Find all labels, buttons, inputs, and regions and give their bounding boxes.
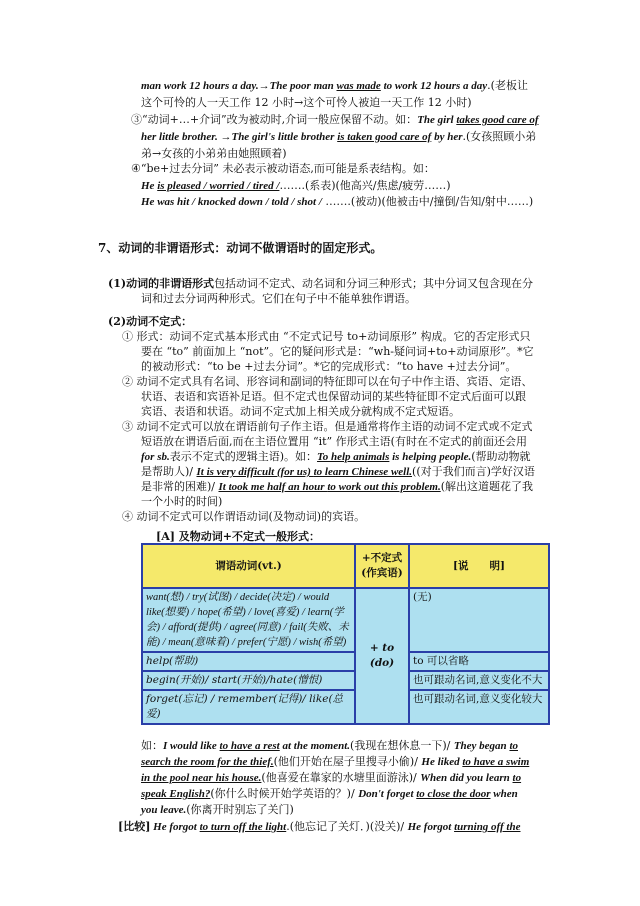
text: The girl <box>417 114 457 126</box>
para-heading: (1)动词的非谓语形式 <box>108 277 215 290</box>
circled-number: ③ <box>122 420 133 433</box>
header-cell-infinitive: +不定式(作宾语) <box>355 544 409 588</box>
text: 包括动词不定式、动名词和分词三种形式；其中分词又包含现在分 <box>214 277 534 290</box>
item-1-line-1 <box>122 330 531 344</box>
text: (解出这道题花了我 <box>440 480 533 493</box>
text: 动词不定式可以放在谓语前句子作主语。但是通常将作主语的动词不定式或不定式 <box>136 420 533 433</box>
text: “动词+…+介词”改为被动时,介词一般应保留不动。如： <box>142 113 418 126</box>
text: for sb. <box>141 451 170 463</box>
text: .(女孩照顾小弟 <box>462 130 537 143</box>
underlined-text: turning off the <box>454 821 521 833</box>
text: ……. <box>279 179 305 192</box>
text: 动词不定式具有名词、形容词和副词的特征即可以在句子中作主语、宾语、定语、 <box>136 375 533 388</box>
item-3-line-6: 一个小时的时间) <box>141 495 223 508</box>
underlined-text: is taken good care of <box>337 131 432 143</box>
example-line-4 <box>141 787 518 801</box>
text: →The poor man <box>258 80 337 92</box>
underlined-text: to work out this problem. <box>327 481 441 493</box>
circled-number: ① <box>122 330 133 343</box>
underlined-text: It is very difficult (for us) <box>196 466 314 478</box>
underlined-text: to <box>512 772 522 784</box>
text: 是帮助人)/ <box>141 465 197 478</box>
note-cell: to 可以省略 <box>409 652 549 671</box>
item-3-line-5 <box>141 480 533 494</box>
table-row <box>142 690 549 724</box>
text: →The girl's little brother <box>220 131 338 143</box>
text: you leave. <box>141 804 187 816</box>
text: He forgot <box>407 821 455 833</box>
verb-cell: help(帮助) <box>142 652 355 671</box>
table-row <box>142 588 549 652</box>
underlined-text: is pleased / worried / tired / <box>157 180 280 192</box>
underlined-text: speak English? <box>141 788 211 800</box>
rule-4-line-1 <box>131 162 435 176</box>
text: to work 12 hours a day <box>380 80 488 92</box>
text: I would like <box>163 740 220 752</box>
verb-cell: begin(开始)/ start(开始)/hate(憎恨) <box>142 671 355 690</box>
text: (你离开时别忘了关门) <box>186 803 294 816</box>
text: 表示不定式的逻辑主语)。如： <box>169 450 318 463</box>
underlined-text: It took me half an hour <box>218 481 328 493</box>
text: (帮助动物就 <box>471 450 531 463</box>
verb-infinitive-table <box>141 543 550 725</box>
underlined-text: in the pool near his house. <box>141 772 262 784</box>
example-line-2 <box>141 755 529 769</box>
example-line-5 <box>141 803 294 817</box>
example-line-1 <box>141 739 518 753</box>
text: ((对于我们而言)学好汉语 <box>412 465 535 478</box>
para-1-line-1 <box>108 277 533 291</box>
infinitive-cell: + to (do) <box>355 588 409 724</box>
underlined-text: to have a swim <box>462 756 530 768</box>
underlined-text: takes good care of <box>456 114 539 126</box>
text: (他们开始在屋子里搜寻小偷)/ <box>273 755 422 768</box>
rule-4-line-3 <box>141 195 533 209</box>
rule-4-line-2 <box>141 179 451 193</box>
text: at the moment. <box>279 740 351 752</box>
underlined-text: To help animals <box>317 451 390 463</box>
passive-example-line-1 <box>141 79 528 93</box>
rule-3-line-1 <box>131 113 539 127</box>
verb-cell: forget(忘记) / remember(记得)/ like(总爱) <box>142 690 355 724</box>
item-2-line-3: 宾语、表语和状语。动词不定式加上相关成分就构成不定式短语。 <box>141 405 460 418</box>
header-cell-verb: 谓语动词(vt.) <box>142 544 355 588</box>
header-cell-note: [说 明] <box>409 544 549 588</box>
section-title: 7、动词的非谓语形式：动词不做谓语时的固定形式。 <box>98 241 383 255</box>
text: Don't forget <box>358 788 417 800</box>
item-2-line-1 <box>122 375 533 389</box>
rule-3-line-2 <box>141 130 536 144</box>
text: When did you learn <box>420 772 513 784</box>
text: (我现在想休息一下)/ <box>350 739 454 752</box>
para-2-heading: (2)动词不定式： <box>108 315 193 328</box>
text: He liked <box>421 756 463 768</box>
text: He <box>141 180 158 192</box>
circled-number: ④ <box>122 510 133 523</box>
text: is helping people. <box>389 451 472 463</box>
underlined-text: to <box>509 740 518 752</box>
item-2-line-2: 状语、表语和宾语补足语。但不定式也保留动词的某些特征即不定式后面可以跟 <box>141 390 526 403</box>
text: He forgot <box>150 821 200 833</box>
text: “be+过去分词” 未必表示被动语态,而可能是系表结构。如： <box>140 162 435 175</box>
para-1-line-2: 词和过去分词两种形式。它们在句子中不能单独作谓语。 <box>141 292 416 305</box>
text: (系表)(他高兴/焦虑/疲劳……) <box>304 179 451 192</box>
item-3-line-1 <box>122 420 533 434</box>
text: man work 12 hours a day. <box>141 80 259 92</box>
table-caption: [A] 及物动词+不定式一般形式： <box>156 530 320 543</box>
text: They began <box>453 740 510 752</box>
text: 动词不定式可以作谓语动词(及物动词)的宾语。 <box>136 510 366 523</box>
verb-cell: want(想) / try(试图) / decide(决定) / would like(想要) / hope(希望) / love(喜爱) / learn(学会) / afford(提供) / agree(同意) / fail(失败、未能) / mean(意味着) / prefer(宁愿) / wish(希望) <box>142 588 355 652</box>
text: .(老板让 <box>487 79 528 92</box>
underlined-text: to close the door <box>416 788 491 800</box>
item-1-line-3: 的被动形式：“to be +过去分词”。*它的完成形式：“to have +过去分词”。 <box>141 360 517 373</box>
text: .(他忘记了关灯．)(没关)/ <box>286 820 408 833</box>
item-3-line-3 <box>141 450 531 464</box>
comparison-line <box>118 820 521 834</box>
text: 是非常的困难)/ <box>141 480 219 493</box>
table-header-row <box>142 544 549 588</box>
text: (你什么时候开始学英语的？)/ <box>210 787 359 800</box>
text: her little brother. <box>141 131 221 143</box>
text: 形式：动词不定式基本形式由 “不定式记号 to+动词原形” 构成。它的否定形式只 <box>136 330 531 343</box>
text: (他喜爱在靠家的水塘里面游泳)/ <box>261 771 421 784</box>
circled-number: ② <box>122 375 133 388</box>
circled-number: ③ <box>131 113 142 126</box>
item-1-line-2: 要在 “to” 前面加上 “not”。它的疑问形式是：“wh-疑问词+to+动词原形”。*它 <box>141 345 534 358</box>
text: …….(被动)(他被击中/撞倒/告知/射中……) <box>321 195 534 208</box>
item-4-line-1 <box>122 510 365 524</box>
text: when <box>490 788 518 800</box>
item-3-line-2: 短语放在谓语后面,而在主语位置用 “it” 作形式主语(有时在不定式的前面还会用 <box>141 435 527 448</box>
table-row <box>142 652 549 671</box>
underlined-text: to turn off the light <box>199 821 287 833</box>
rule-3-line-3: 弟→女孩的小弟弟由她照顾着) <box>141 147 287 160</box>
underlined-text: to have a rest <box>219 740 280 752</box>
note-cell: (无) <box>409 588 549 652</box>
item-3-line-4 <box>141 465 535 479</box>
note-cell: 也可跟动名词,意义变化不大 <box>409 671 549 690</box>
example-line-3 <box>141 771 521 785</box>
note-cell: 也可跟动名词,意义变化较大 <box>409 690 549 724</box>
passive-example-line-2: 这个可怜的人一天工作 12 小时→这个可怜人被迫一天工作 12 小时) <box>141 96 472 109</box>
text: by her <box>431 131 463 143</box>
underlined-text: was made <box>336 80 381 92</box>
text: 如： <box>141 739 163 752</box>
underlined-text: to learn Chinese well. <box>313 466 413 478</box>
text: He was hit / knocked down / told / shot / <box>141 196 322 208</box>
comparison-label: [比较] <box>118 820 151 833</box>
table-row <box>142 671 549 690</box>
underlined-text: search the room for the thief. <box>141 756 274 768</box>
circled-number: ④ <box>131 162 141 175</box>
